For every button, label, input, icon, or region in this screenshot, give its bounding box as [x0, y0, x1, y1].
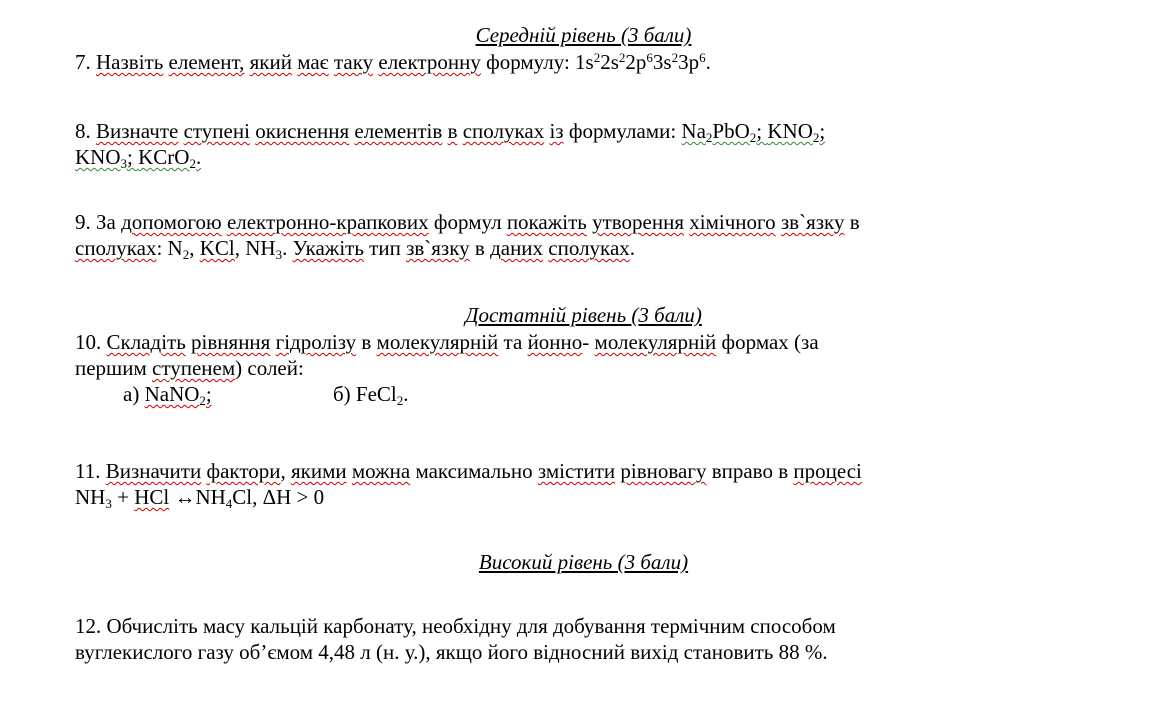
question-10-option-b: б) FeCl$_2$. — [333, 382, 409, 408]
section-heading-sufficient: Достатній рівень (3 бали) — [465, 303, 702, 327]
question-10-option-a: а) NaNO$_2$; — [123, 382, 212, 408]
question-12-line-2: вуглекислого газу об’ємом 4,48 л (н. у.), якщо його відносний вихід становить 88 %. — [75, 640, 828, 664]
question-7: 7. Назвіть елемент, який має таку електронну формулу: $1s^22s^22p^63s^23p^6$. — [75, 50, 711, 74]
section-heading-high: Високий рівень (3 бали) — [478, 550, 689, 574]
question-11-equation: $NH_3$ + HCl $\leftrightarrow NH_4Cl$, ΔH > 0 — [75, 485, 325, 511]
question-11-line-1: 11. Визначити фактори, якими можна максимально змістити рівновагу вправо в процесі — [75, 459, 862, 483]
question-9-line-2: сполуках: $N_2$, KCl, $NH_3$. Укажіть тип зв`язку в даних сполуках. — [75, 236, 636, 262]
question-12-line-1: 12. Обчисліть масу кальцій карбонату, необхідну для добування термічним способом — [75, 614, 836, 638]
question-9-line-1: 9. За допомогою електронно-крапкових формул покажіть утворення хімічного зв`язку в — [75, 210, 860, 234]
question-8-line-2: $KNO_3$; KCrO$_2$. — [75, 145, 202, 171]
question-8-line-1: 8. Визначте ступені окиснення елементів в сполуках із формулами: $Na_2PbO_2$; $KNO_2$; — [75, 119, 826, 145]
question-10-line-1: 10. Складіть рівняння гідролізу в молекулярній та йонно- молекулярній формах (за — [75, 330, 819, 354]
section-heading-medium: Середній рівень (3 бали) — [475, 23, 692, 47]
question-10-line-2: першим ступенем) солей: — [75, 356, 304, 380]
